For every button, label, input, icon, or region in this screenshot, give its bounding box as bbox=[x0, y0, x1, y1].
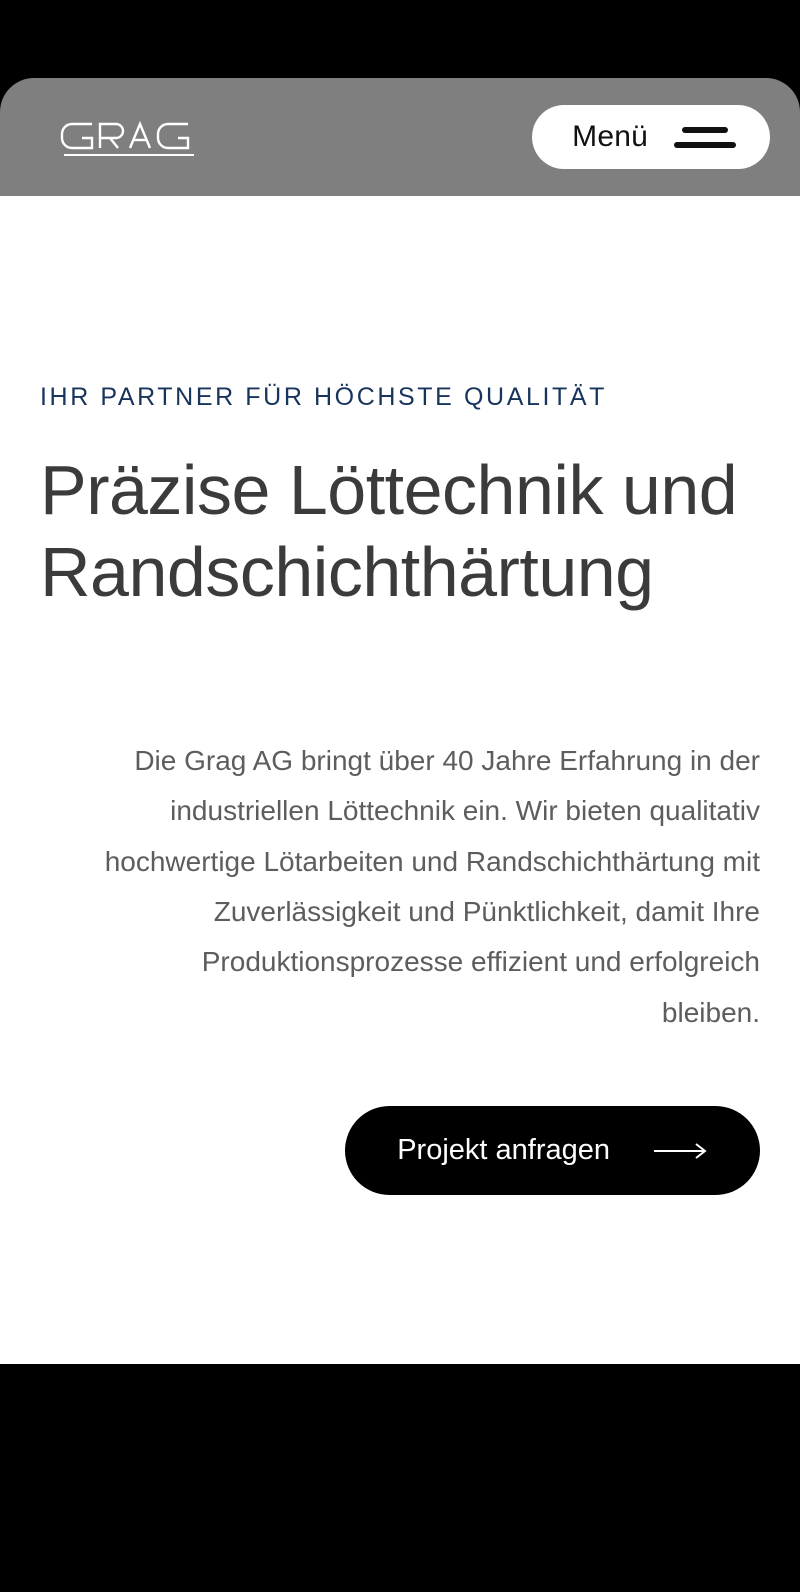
hamburger-icon bbox=[674, 127, 736, 148]
page-title-line-2: Randschichthärtung bbox=[40, 532, 654, 611]
request-project-button[interactable] bbox=[345, 1106, 760, 1195]
hero-paragraph: Die Grag AG bringt über 40 Jahre Erfahrung in der industriellen Löttechnik ein. Wir bieten qualitativ hochwertige Lötarbeiten und Randschichthärtung mit Zuverlässigkeit und Pünktlichkeit, damit Ihre Produktionsprozesse effizient und erfolgreich bleiben. bbox=[104, 744, 760, 1028]
bottom-bar-area bbox=[0, 1364, 800, 1592]
menu-button-label: Menü bbox=[572, 120, 648, 153]
status-bar-area bbox=[0, 0, 800, 78]
grag-logo[interactable] bbox=[60, 114, 220, 160]
request-project-button-label: Projekt anfragen bbox=[397, 1134, 610, 1167]
page-title-line-1: Präzise Löttechnik und bbox=[40, 451, 738, 529]
hero-eyebrow: IHR PARTNER FÜR HÖCHSTE QUALITÄT bbox=[40, 383, 608, 411]
menu-button[interactable] bbox=[532, 105, 770, 169]
hero-cta-container bbox=[40, 1038, 760, 1195]
hero-section bbox=[0, 196, 800, 1364]
arrow-right-icon bbox=[654, 1142, 708, 1160]
site-header bbox=[0, 78, 800, 196]
grag-wordmark-outline-icon bbox=[60, 114, 220, 160]
page-title bbox=[40, 412, 760, 614]
